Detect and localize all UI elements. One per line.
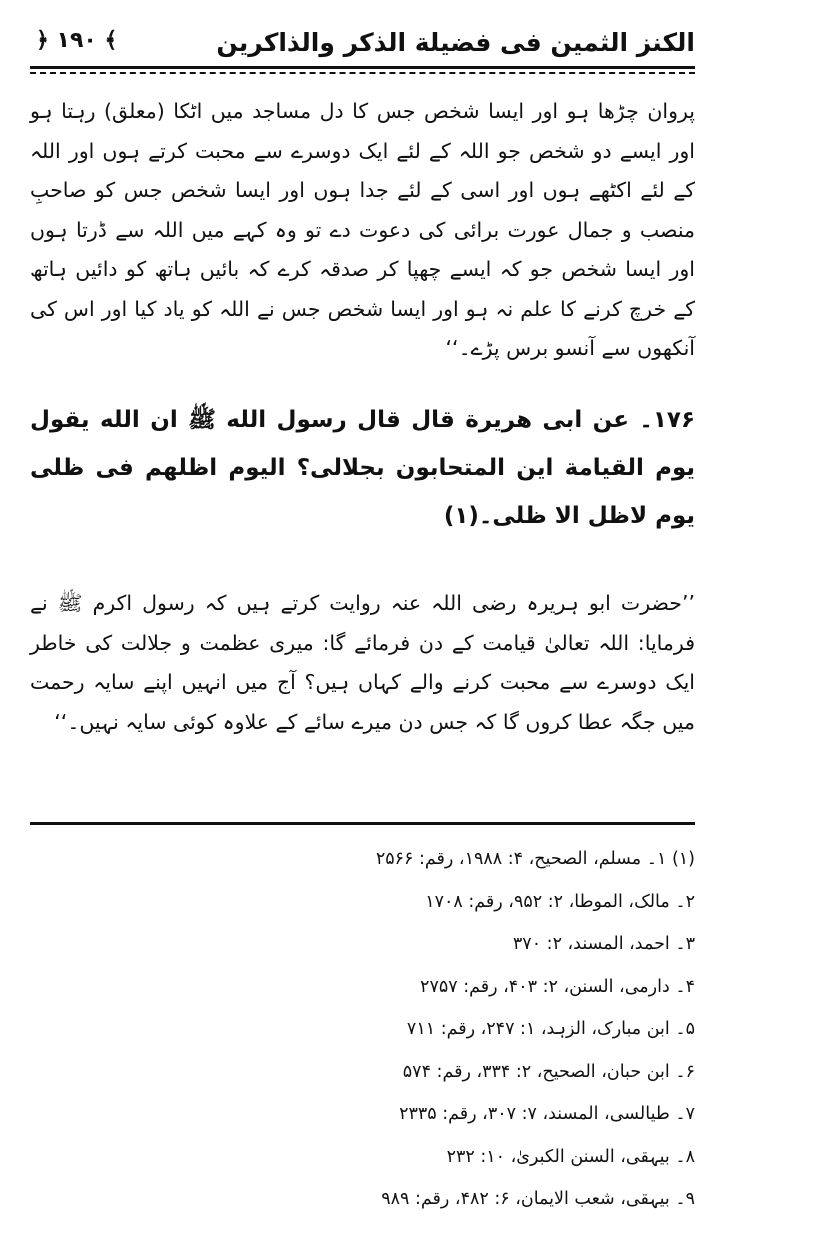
book-title: الکنز الثمین فی فضیلة الذکر والذاکرین <box>216 28 695 57</box>
footnote-item: ۳۔ احمد، المسند، ۲: ۳۷۰ <box>512 934 695 954</box>
header-dashed-divider <box>30 72 695 74</box>
hadith-arabic-text: ۱۷۶۔ عن ابی هريرة قال قال رسول الله ﷺ ان الله يقول يوم القيامة اين المتحابون بجلالی؟ اليوم اظلهم فی ظلی يوم لاظل الا ظلی۔(۱) <box>30 407 695 529</box>
footnote-item: ۲۔ مالک، الموطا، ۲: ۹۵۲، رقم: ۱۷۰۸ <box>425 891 695 912</box>
footnote-item: ۵۔ ابن مبارک، الزہد، ۱: ۲۴۷، رقم: ۷۱۱ <box>406 1019 695 1039</box>
page-number: ﴿ ۱۹۰ ﴾ <box>36 28 118 53</box>
hadith-urdu-translation: ’’حضرت ابو ہریرہ رضی اللہ عنہ روایت کرتے ہیں کہ رسول اکرم ﷺ نے فرمایا: اللہ تعالیٰ قیامت کے دن فرمائے گا: میری عظمت و جلالت کی خاطر ایک دوسرے سے محبت کرنے والے کہاں ہیں؟ آج میں انہیں اپنے سایہ رحمت میں جگہ عطا کروں گا کہ جس دن میرے سائے کے علاوہ کوئی سایہ نہیں۔‘‘ <box>30 591 695 734</box>
footnote-item: ۸۔ بیہقی، السنن الکبریٰ، ۱۰: ۲۳۲ <box>446 1146 695 1167</box>
footnote-divider <box>30 822 695 825</box>
footnote-item: (۱) ۱۔ مسلم، الصحیح، ۴: ۱۹۸۸، رقم: ۲۵۶۶ <box>375 849 695 869</box>
footnote-item: ۴۔ دارمی، السنن، ۲: ۴۰۳، رقم: ۲۷۵۷ <box>420 976 695 997</box>
footnote-item: ۷۔ طیالسی، المسند، ۷: ۳۰۷، رقم: ۲۳۳۵ <box>399 1104 695 1124</box>
header-divider <box>30 66 695 69</box>
footnote-item: ۶۔ ابن حبان، الصحیح، ۲: ۳۳۴، رقم: ۵۷۴ <box>402 1061 695 1082</box>
continued-translation-paragraph: پروان چڑھا ہو اور ایسا شخص جس کا دل مساجد میں اٹکا (معلق) رہتا ہو اور ایسے دو شخص جو اللہ کے لئے ایک دوسرے سے محبت کرتے ہوں اور اللہ کے لئے اکٹھے ہوں اور اسی کے لئے جدا ہوں اور ایسا شخص جس کو صاحبِ منصب و جمال عورت برائی کی دعوت دے تو وہ کہے میں اللہ سے ڈرتا ہوں اور ایسا شخص جو کہ ایسے چھپا کر صدقہ کرے کہ بائیں ہاتھ کو دائیں ہاتھ کے خرچ کرنے کا علم نہ ہو اور ایسا شخص جس نے اللہ کو یاد کیا اور اس کی آنکھوں سے آنسو برس پڑے۔‘‘ <box>30 99 695 360</box>
running-header <box>30 22 695 64</box>
footnote-item: ۹۔ بیہقی، شعب الایمان، ۶: ۴۸۲، رقم: ۹۸۹ <box>381 1189 695 1209</box>
footnotes-list <box>175 838 695 1221</box>
